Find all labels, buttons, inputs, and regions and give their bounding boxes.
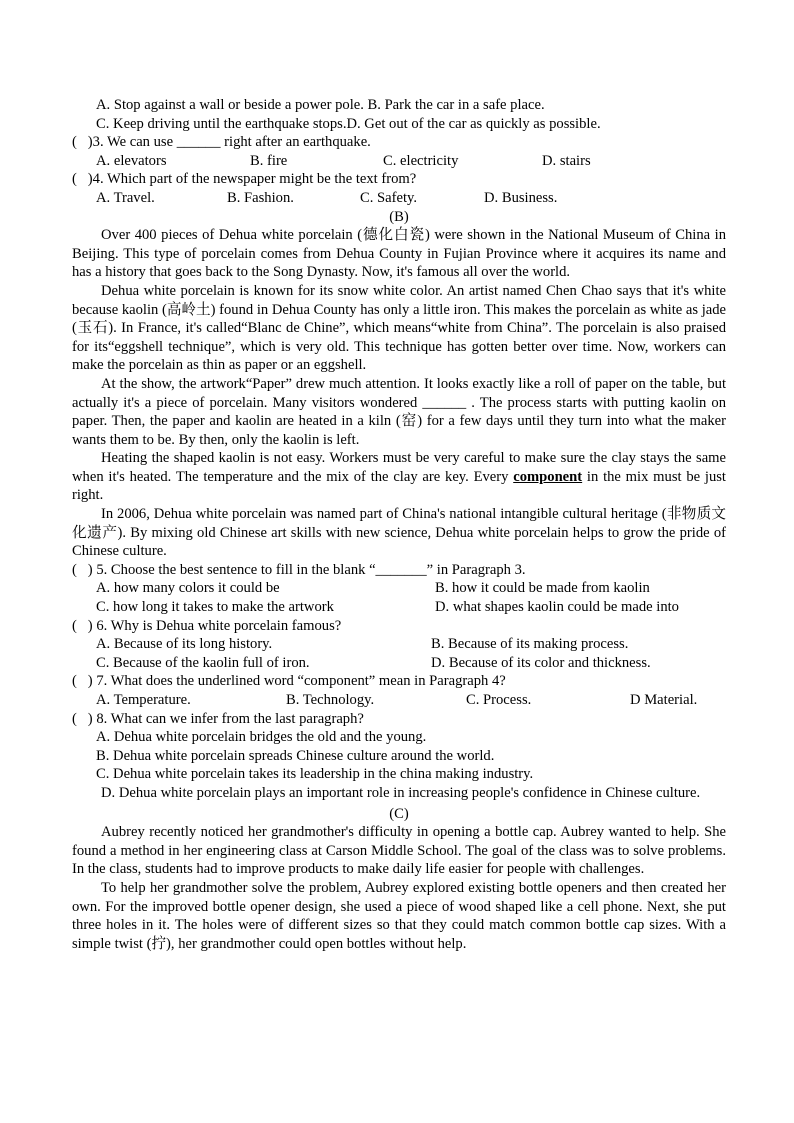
q2-options-cd: C. Keep driving until the earthquake stops.D. Get out of the car as quickly as possible.	[96, 115, 601, 132]
section-b-paragraph-5: In 2006, Dehua white porcelain was named part of China's national intangible cultural heritage (非物质文化遗产). By mixing old Chinese art skills with new science, Dehua white porcelain helps to grow the pride of Chinese culture.	[72, 506, 726, 560]
section-b-heading: (B)	[389, 208, 409, 225]
section-b-paragraph-2: Dehua white porcelain is known for its snow white color. An artist named Chen Chao says that it's white because kaolin (高岭土) found in Dehua County has only a little iron. This makes the porcelain as white as jade (玉石). In France, it's called“Blanc de Chine”, which means“white from China”. The porcelain is also praised for its“eggshell technique”, which is very old. This technique has gotten better over time. Now, workers can make the porcelain as thin as paper or an eggshell.	[72, 282, 726, 374]
section-b-paragraph-3: At the show, the artwork“Paper” drew much attention. It looks exactly like a roll of paper on the table, but actually it's a piece of porcelain. Many visitors wondered ______ . The process starts with putting kaolin on paper. Then, the paper and kaolin are heated in a kiln (窑) for a few days until they turn into what the maker wants them to be. By then, only the kaolin is left.	[72, 375, 726, 448]
q8-option-c: C. Dehua white porcelain takes its leadership in the china making industry.	[96, 766, 534, 783]
q4-options	[72, 189, 726, 208]
q7-option-a: A. Temperature.	[96, 692, 191, 708]
q7-option-c: C. Process.	[466, 692, 532, 708]
q6-options-row-1	[72, 635, 726, 654]
section-c-paragraph-1: Aubrey recently noticed her grandmother's difficulty in opening a bottle cap. Aubrey wanted to help. She found a method in her engineering class at Carson Middle School. The goal of the class was to solve problems. In the class, students had to improve products to make daily life easier for people with challenges.	[72, 824, 726, 878]
q6-option-c: C. Because of the kaolin full of iron.	[96, 654, 310, 671]
paragraph-4-text-before: Heating the shaped kaolin is not easy. Workers must be very careful to make sure the clay stays the same when it's heated. The temperature and the mix of the clay are key. Every	[72, 450, 726, 485]
q8-option-d: D. Dehua white porcelain plays an important role in increasing people's confidence in Chinese culture.	[101, 784, 701, 801]
q5-option-b: B. how it could be made from kaolin	[435, 580, 650, 597]
q4-option-b: B. Fashion.	[227, 189, 294, 206]
q5-option-a: A. how many colors it could be	[96, 580, 280, 597]
worksheet-page	[72, 96, 726, 953]
q5-option-c: C. how long it takes to make the artwork	[96, 599, 334, 616]
q8-option-b: B. Dehua white porcelain spreads Chinese culture around the world.	[96, 747, 495, 764]
q6-option-a: A. Because of its long history.	[96, 636, 273, 653]
q7-options	[72, 691, 726, 710]
underlined-word-component: component	[513, 468, 583, 485]
q4-option-d: D. Business.	[484, 189, 558, 206]
q4-stem: ( )4. Which part of the newspaper might be the text from?	[72, 171, 417, 188]
section-c-heading: (C)	[389, 805, 409, 822]
q8-stem: ( ) 8. What can we infer from the last paragraph?	[72, 710, 364, 727]
section-b-paragraph-1: Over 400 pieces of Dehua white porcelain (德化白瓷) were shown in the National Museum of China in Beijing. This type of porcelain comes from Dehua County in Fujian Province where it acquires its name and has a history that goes back to the Song Dynasty. Now, it's famous all over the world.	[72, 227, 726, 281]
q5-options-row-1	[72, 579, 726, 598]
q5-stem: ( ) 5. Choose the best sentence to fill in the blank “_______” in Paragraph 3.	[72, 561, 526, 578]
q4-option-c: C. Safety.	[360, 189, 418, 206]
q6-option-b: B. Because of its making process.	[431, 636, 629, 653]
q3-option-a: A. elevators	[96, 152, 167, 169]
q8-option-a: A. Dehua white porcelain bridges the old and the young.	[96, 729, 427, 746]
q3-option-d: D. stairs	[542, 152, 591, 169]
q7-option-b: B. Technology.	[286, 692, 375, 708]
q6-stem: ( ) 6. Why is Dehua white porcelain famous?	[72, 617, 342, 634]
q6-options-row-2	[72, 654, 726, 673]
q3-option-c: C. electricity	[383, 152, 459, 169]
q4-option-a: A. Travel.	[96, 189, 155, 206]
section-b-paragraph-4	[72, 449, 726, 505]
q6-option-d: D. Because of its color and thickness.	[431, 654, 651, 671]
q5-options-row-2	[72, 598, 726, 617]
section-c-paragraph-2: To help her grandmother solve the problem, Aubrey explored existing bottle openers and then created her own. For the improved bottle opener design, she used a piece of wood shaped like a cell phone. Next, she put three holes in it. The holes were of different sizes so that they could match common bottle cap sizes. With a simple twist (拧), her grandmother could open bottles without help.	[72, 879, 726, 952]
q2-options-ab: A. Stop against a wall or beside a power pole. B. Park the car in a safe place.	[96, 97, 545, 113]
q7-option-d: D Material.	[630, 692, 698, 708]
q7-stem: ( ) 7. What does the underlined word “component” mean in Paragraph 4?	[72, 673, 506, 690]
q3-options	[72, 152, 726, 171]
q3-stem: ( )3. We can use ______ right after an earthquake.	[72, 134, 371, 151]
q3-option-b: B. fire	[250, 152, 288, 169]
q5-option-d: D. what shapes kaolin could be made into	[435, 599, 679, 616]
paragraph-4-text-after: in the mix must be just right.	[72, 468, 726, 504]
